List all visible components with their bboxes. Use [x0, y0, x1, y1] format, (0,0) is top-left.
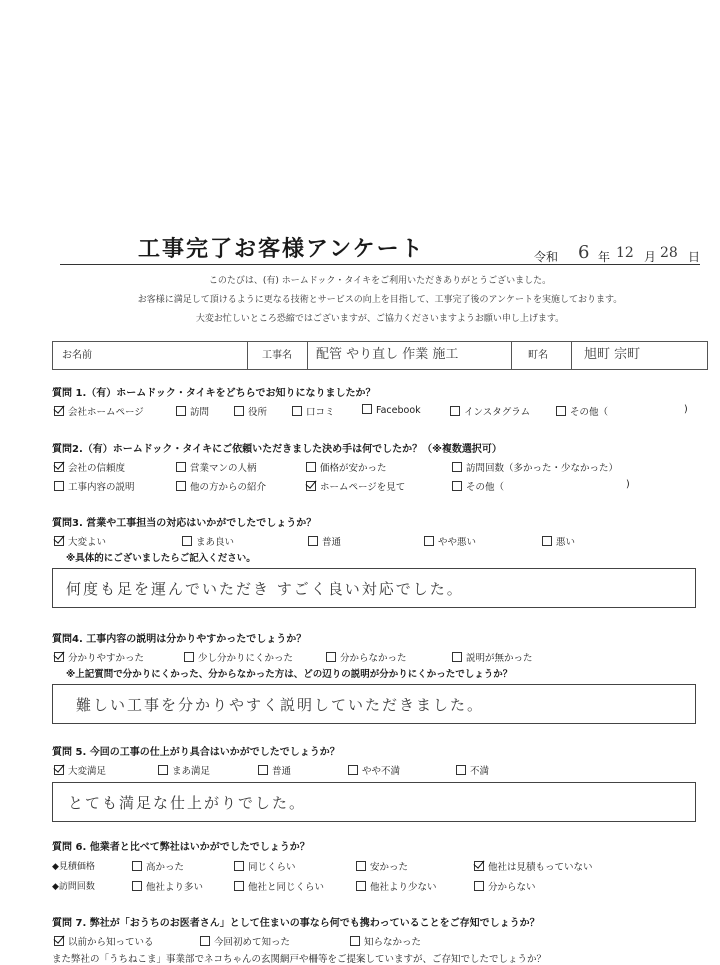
q5-question: 質問 5. 今回の工事の仕上がり具合はいかがでしたでしょうか？: [52, 747, 340, 758]
checkbox[interactable]: [474, 881, 484, 891]
checkbox[interactable]: [54, 536, 64, 546]
town-value[interactable]: 旭町 宗町: [584, 347, 641, 362]
date-year-unit: 年: [598, 250, 611, 264]
checkbox[interactable]: [308, 536, 318, 546]
checkbox[interactable]: [54, 406, 64, 416]
town-label: 町名: [528, 350, 548, 361]
checkbox[interactable]: [158, 765, 168, 775]
q7-option-first-time[interactable]: 今回初めて知った: [200, 934, 290, 948]
q1-option-instagram[interactable]: インスタグラム: [450, 404, 530, 418]
q4-option-clear[interactable]: 分かりやすかった: [54, 650, 144, 664]
q6-option-cheaper[interactable]: 安かった: [356, 859, 408, 873]
q2-option-salesperson[interactable]: 営業マンの人柄: [176, 460, 257, 474]
q7-question: 質問 7. 弊社が「おうちのお医者さん」として住まいの事なら何でも携わっていることをご存知でしょうか？: [52, 918, 540, 929]
checkbox[interactable]: [350, 936, 360, 946]
date-month-value: 12: [616, 245, 634, 261]
checkbox[interactable]: [234, 881, 244, 891]
q1-option-other[interactable]: その他（: [556, 404, 608, 418]
checkbox[interactable]: [424, 536, 434, 546]
q4-option-somewhat-unclear[interactable]: 少し分かりにくかった: [184, 650, 293, 664]
checkbox[interactable]: [542, 536, 552, 546]
checkbox[interactable]: [348, 765, 358, 775]
q4-answer-text: 難しい工事を分かりやすく説明していただきました。: [76, 696, 485, 714]
q7-option-already-knew[interactable]: 以前から知っている: [54, 934, 154, 948]
checkbox[interactable]: [292, 406, 302, 416]
q2-option-price[interactable]: 価格が安かった: [306, 460, 387, 474]
checkbox[interactable]: [456, 765, 466, 775]
q1-option-facebook[interactable]: Facebook: [362, 404, 421, 416]
q6-option-more-visits[interactable]: 他社より多い: [132, 879, 203, 893]
name-label: お名前: [62, 350, 92, 361]
checkbox[interactable]: [176, 462, 186, 472]
q1-question: 質問 1.（有）ホームドック・タイキをどちらでお知りになりましたか？: [52, 388, 376, 399]
work-label: 工事名: [262, 350, 292, 361]
q7-option-did-not-know[interactable]: 知らなかった: [350, 934, 421, 948]
q6-option-no-other-quotes[interactable]: 他社は見積もっていない: [474, 859, 593, 873]
date-month-unit: 月: [644, 250, 657, 264]
checkbox[interactable]: [54, 481, 64, 491]
q6-option-expensive[interactable]: 高かった: [132, 859, 184, 873]
q2-option-other[interactable]: その他（: [452, 479, 504, 493]
checkbox[interactable]: [452, 462, 462, 472]
q1-option-visit[interactable]: 訪問: [176, 404, 209, 418]
checkbox[interactable]: [452, 481, 462, 491]
q1-option-city-office[interactable]: 役所: [234, 404, 267, 418]
checkbox[interactable]: [474, 861, 484, 871]
checkbox[interactable]: [362, 404, 372, 414]
q4-question: 質問4. 工事内容の説明は分かりやすかったでしょうか？: [52, 634, 307, 645]
checkbox[interactable]: [132, 861, 142, 871]
checkbox[interactable]: [176, 406, 186, 416]
checkbox[interactable]: [200, 936, 210, 946]
q3-note: ※具体的にございましたらご記入ください。: [66, 553, 256, 564]
survey-title: 工事完了お客様アンケート: [138, 237, 425, 262]
checkbox[interactable]: [54, 462, 64, 472]
q3-option-bad[interactable]: 悪い: [542, 534, 575, 548]
intro-line-1: このたびは、(有) ホームドック・タイキをご利用いただきありがとうございました。: [208, 276, 552, 286]
q6-row2-label: ◆訪問回数: [52, 882, 95, 892]
q6-row1-label: ◆見積価格: [52, 862, 95, 872]
checkbox[interactable]: [182, 536, 192, 546]
checkbox[interactable]: [452, 652, 462, 662]
work-value[interactable]: 配管 やり直し 作業 施工: [316, 347, 459, 362]
q2-option-referral[interactable]: 他の方からの紹介: [176, 479, 266, 493]
q3-option-somewhat-bad[interactable]: やや悪い: [424, 534, 476, 548]
q4-option-unclear[interactable]: 分からなかった: [326, 650, 407, 664]
q5-option-very-satisfied[interactable]: 大変満足: [54, 763, 106, 777]
checkbox[interactable]: [306, 462, 316, 472]
checkbox[interactable]: [54, 765, 64, 775]
intro-line-3: 大変お忙しいところ恐縮ではございますが、ご協力くださいますようお願い申し上げます。: [195, 314, 565, 324]
q1-option-word-of-mouth[interactable]: 口コミ: [292, 404, 335, 418]
q2-other-close: ): [626, 479, 630, 490]
q1-other-close: ): [684, 404, 688, 415]
checkbox[interactable]: [132, 881, 142, 891]
q6-question: 質問 6. 他業者と比べて弊社はいかがでしたでしょうか？: [52, 842, 310, 853]
q1-option-homepage[interactable]: 会社ホームページ: [54, 404, 144, 418]
q4-option-no-explanation[interactable]: 説明が無かった: [452, 650, 533, 664]
checkbox[interactable]: [356, 881, 366, 891]
checkbox[interactable]: [54, 936, 64, 946]
intro-line-2: お客様に満足して頂けるように更なる技術とサービスの向上を目指して、工事完了後のアンケートを実施しております。: [137, 295, 623, 305]
checkbox[interactable]: [450, 406, 460, 416]
checkbox[interactable]: [326, 652, 336, 662]
q5-answer-text: とても満足な仕上がりでした。: [68, 794, 307, 812]
checkbox[interactable]: [234, 406, 244, 416]
checkbox[interactable]: [54, 652, 64, 662]
q5-option-somewhat-dissatisfied[interactable]: やや不満: [348, 763, 400, 777]
q2-option-visit-count[interactable]: 訪問回数（多かった・少なかった）: [452, 460, 618, 474]
date-era: 令和: [534, 250, 559, 264]
q3-option-good[interactable]: まあ良い: [182, 534, 234, 548]
checkbox[interactable]: [176, 481, 186, 491]
checkbox[interactable]: [234, 861, 244, 871]
checkbox[interactable]: [258, 765, 268, 775]
date-day-unit: 日: [688, 250, 701, 264]
checkbox[interactable]: [556, 406, 566, 416]
q2-option-explanation[interactable]: 工事内容の説明: [54, 479, 135, 493]
q2-option-homepage[interactable]: ホームページを見て: [306, 479, 405, 493]
q6-option-unknown[interactable]: 分からない: [474, 879, 536, 893]
q3-answer-text: 何度も足を運んでいただき すごく良い対応でした。: [66, 580, 464, 598]
q2-option-trust[interactable]: 会社の信頼度: [54, 460, 125, 474]
q6-option-fewer-visits[interactable]: 他社より少ない: [356, 879, 437, 893]
q7-trailing-question: また弊社の「うちねこま」事業部でネコちゃんの玄関網戸や柵等をご提案していますが、ご存知でしたでしょうか？: [52, 954, 547, 965]
checkbox[interactable]: [306, 481, 316, 491]
checkbox[interactable]: [356, 861, 366, 871]
checkbox[interactable]: [184, 652, 194, 662]
q6-option-similar-price[interactable]: 同じくらい: [234, 859, 296, 873]
q3-option-normal[interactable]: 普通: [308, 534, 341, 548]
q2-question: 質問2.（有）ホームドック・タイキにご依頼いただきました決め手は何でしたか？（※複数選択可）: [52, 444, 502, 455]
date-year-value: 6: [578, 242, 590, 263]
q5-option-normal[interactable]: 普通: [258, 763, 291, 777]
q5-option-satisfied[interactable]: まあ満足: [158, 763, 210, 777]
date-day-value: 28: [660, 245, 678, 261]
q3-question: 質問3. 営業や工事担当の対応はいかがでしたでしょうか？: [52, 518, 317, 529]
q4-note: ※上記質問で分かりにくかった、分からなかった方は、どの辺りの説明が分かりにくかったでしょうか？: [66, 669, 513, 680]
q5-option-dissatisfied[interactable]: 不満: [456, 763, 489, 777]
q6-option-same-visits[interactable]: 他社と同じくらい: [234, 879, 324, 893]
q3-option-very-good[interactable]: 大変よい: [54, 534, 106, 548]
